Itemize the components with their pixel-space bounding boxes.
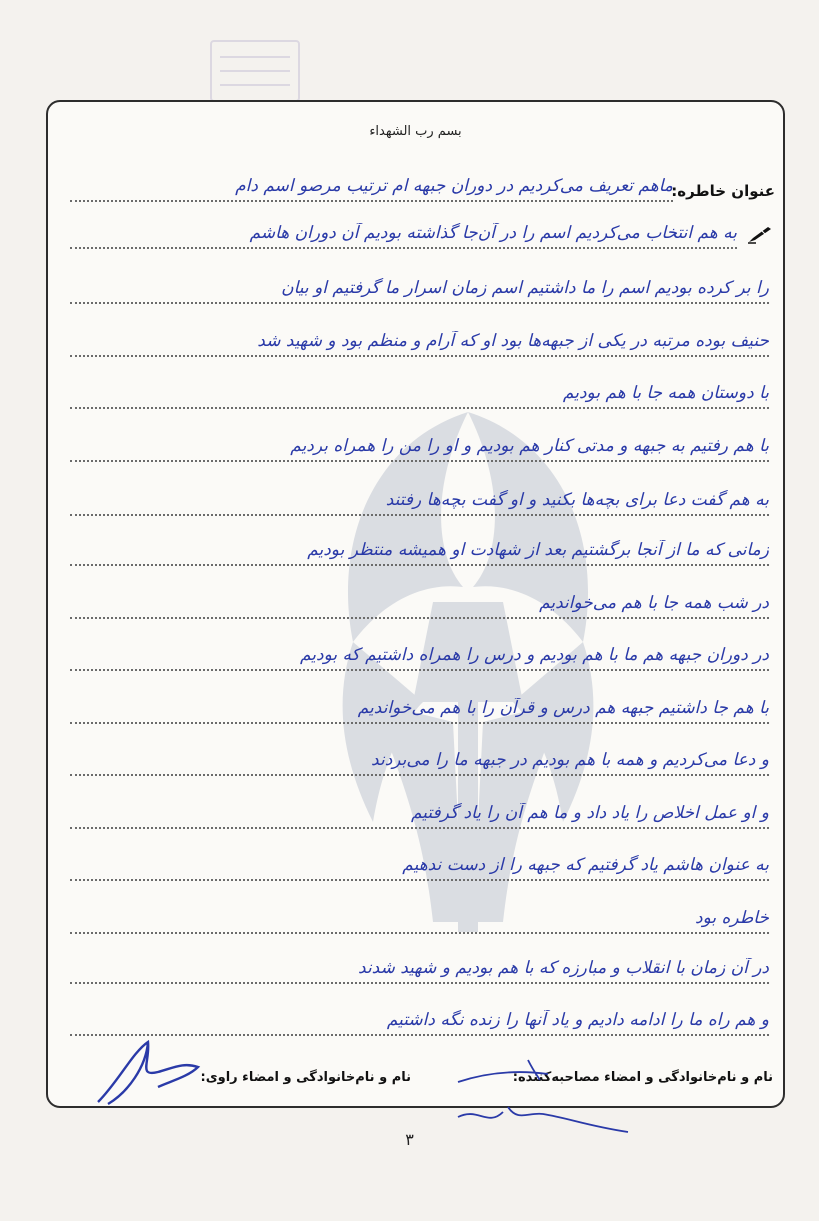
ruled-line [70, 278, 769, 304]
handwritten-text: با دوستان همه جا با هم بودیم [562, 383, 769, 403]
handwritten-text: به عنوان هاشم یاد گرفتیم که جبهه را از دست ندهیم [402, 855, 769, 875]
narrator-signature [88, 1032, 208, 1112]
handwritten-text: در شب همه جا با هم می‌خواندیم [539, 593, 769, 613]
archive-stamp [210, 40, 300, 102]
narrator-signature-label: نام و نام‌خانوادگی و امضاء راوی: [200, 1070, 411, 1085]
handwritten-text: حنیف بوده مرتبه در یکی از جبهه‌ها بود او که آرام و منظم بود و شهید شد [257, 331, 769, 351]
handwritten-text: در آن زمان با انقلاب و مبارزه که با هم بودیم و شهید شدند [358, 958, 769, 978]
handwritten-text: خاطره بود [695, 908, 769, 928]
basmala-header: بسم رب الشهداء [369, 124, 462, 139]
handwritten-text: ماهم تعریف می‌کردیم در دوران جبهه ام ترتیب مرصو اسم دام [235, 176, 673, 196]
ruled-line [70, 490, 769, 516]
handwritten-text: زمانی که ما از آنجا برگشتیم بعد از شهادت او همیشه منتظر بودیم [307, 540, 769, 560]
handwritten-text: به هم گفت دعا برای بچه‌ها بکنید و او گفت بچه‌ها رفتند [385, 490, 769, 510]
ruled-line [70, 803, 769, 829]
ruled-line [70, 908, 769, 934]
form-frame [46, 100, 785, 1108]
ruled-line [70, 958, 769, 984]
ruled-line [70, 540, 769, 566]
handwritten-text: با هم رفتیم به جبهه و مدتی کنار هم بودیم و او را من را همراه بردیم [290, 436, 769, 456]
ruled-line [70, 645, 769, 671]
watermark-emblem [313, 402, 623, 962]
handwritten-text: و او عمل اخلاص را یاد داد و ما هم آن را یاد گرفتیم [410, 803, 769, 823]
handwritten-text: به هم انتخاب می‌کردیم اسم را در آن‌جا گذاشته بودیم آن دوران هاشم [249, 223, 737, 243]
ruled-line [70, 223, 737, 249]
handwritten-text: و هم راه ما را ادامه دادیم و یاد آنها را زنده نگه داشتیم [386, 1010, 769, 1030]
ruled-line [70, 436, 769, 462]
page-number: ۳ [405, 1130, 414, 1149]
interviewer-signature-label: نام و نام‌خانوادگی و امضاء مصاحبه‌کننده: [512, 1070, 773, 1085]
handwritten-text: با هم جا داشتیم جبهه هم درس و قرآن را با هم می‌خواندیم [357, 698, 769, 718]
handwritten-text: و دعا می‌کردیم و همه با هم بودیم در جبهه ما را می‌بردند [371, 750, 769, 770]
handwritten-text: را بر کرده بودیم اسم را ما داشتیم اسم زمان اسرار ما گرفتیم او بیان [281, 278, 769, 298]
pen-icon [747, 226, 773, 244]
ruled-line [70, 855, 769, 881]
ruled-line [70, 331, 769, 357]
ruled-line [70, 383, 769, 409]
ruled-line [70, 176, 673, 202]
ruled-line [70, 750, 769, 776]
memory-title-label: عنوان خاطره: [671, 182, 775, 200]
handwritten-text: در دوران جبهه هم ما با هم بودیم و درس را همراه داشتیم که بودیم [299, 645, 769, 665]
ruled-line [70, 698, 769, 724]
interviewer-signature [448, 1052, 648, 1142]
ruled-line [70, 593, 769, 619]
